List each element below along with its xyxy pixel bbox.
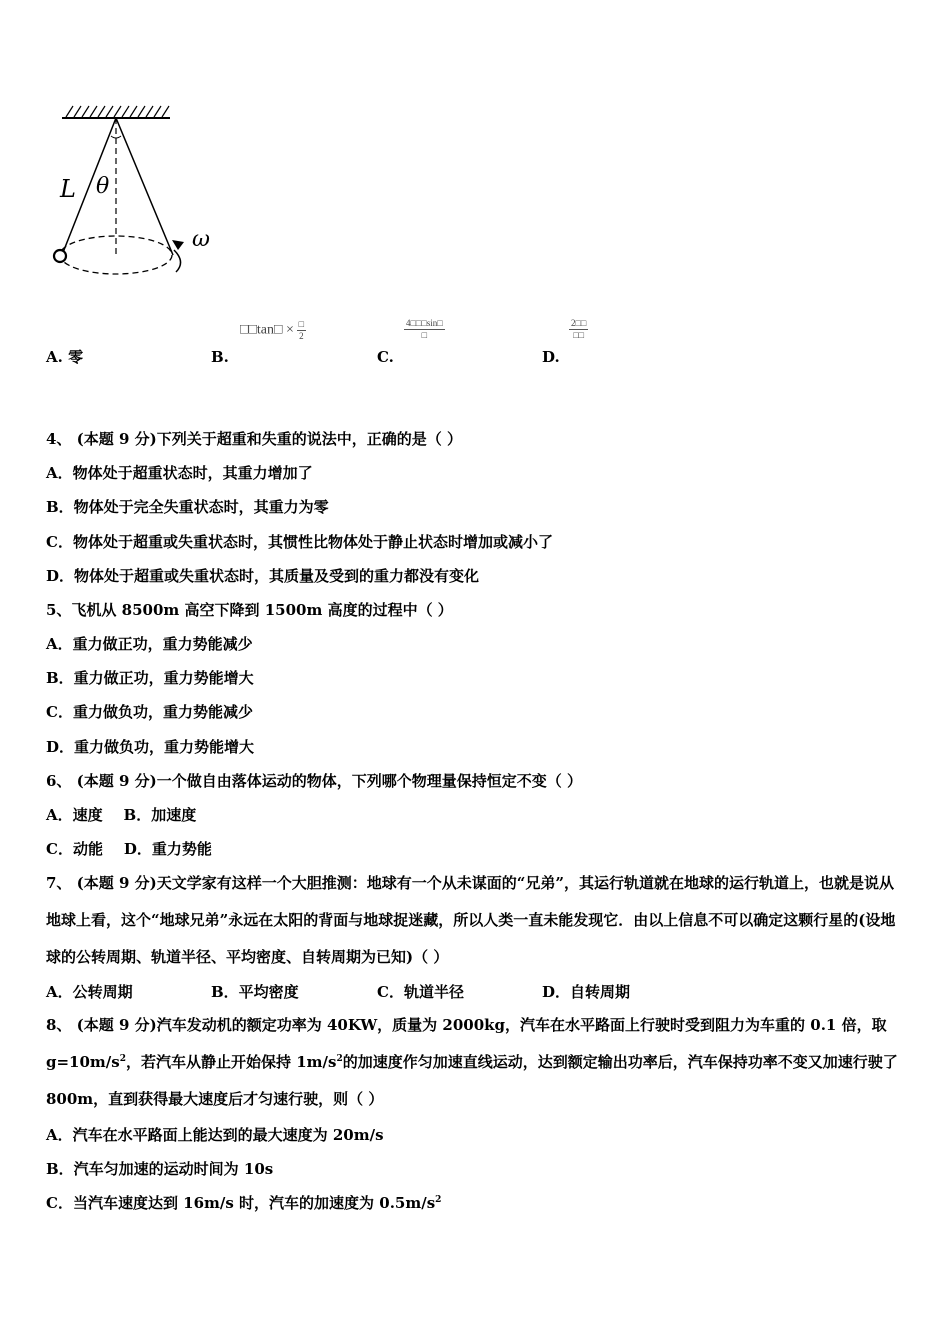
q8-sup2: 2 <box>336 1054 343 1064</box>
option-c-formula <box>404 318 445 341</box>
option-b-formula-main: □□tan□ × <box>240 322 294 338</box>
pendulum-diagram <box>46 100 226 290</box>
option-d-formula <box>569 318 588 341</box>
q8-option-c-text: C．当汽车速度达到 16m/s 时，汽车的加速度为 0.5m/s <box>46 1194 436 1212</box>
q7-option-b: B．平均密度 <box>211 983 299 1001</box>
q5-option-a: A．重力做正功，重力势能减少 <box>46 635 253 653</box>
q5-option-b: B．重力做正功，重力势能增大 <box>46 669 254 687</box>
q3-option-a <box>46 347 83 367</box>
q4-option-d: D．物体处于超重或失重状态时，其质量及受到的重力都没有变化 <box>46 567 480 585</box>
option-c-fraction <box>404 318 445 341</box>
label-theta: θ <box>96 174 110 199</box>
option-b-formula <box>240 319 306 342</box>
q6-options-row2: C．动能 D．重力势能 <box>46 840 212 858</box>
option-d-numerator: 2□□ <box>571 318 587 328</box>
q5-stem: 5、飞机从 8500m 高空下降到 1500m 高度的过程中（ ） <box>46 601 453 619</box>
q4-option-b: B．物体处于完全失重状态时，其重力为零 <box>46 498 329 516</box>
q3-option-b-letter: B. <box>211 348 229 366</box>
q3-option-d <box>542 347 560 367</box>
q6-stem: 6、 (本题 9 分)一个做自由落体运动的物体，下列哪个物理量保持恒定不变（ ） <box>46 772 582 790</box>
option-b-numerator: □ <box>298 319 305 329</box>
q7-option-c: C．轨道半径 <box>377 983 464 1001</box>
q3-option-a-letter: A. <box>46 348 63 366</box>
label-L: L <box>60 175 76 203</box>
q3-option-a-text: 零 <box>68 348 84 366</box>
q8-stem <box>46 1007 906 1118</box>
q4-stem: 4、 (本题 9 分)下列关于超重和失重的说法中，正确的是（ ） <box>46 430 462 448</box>
option-c-numerator: 4□□□sin□ <box>406 318 443 328</box>
q4-option-a: A．物体处于超重状态时，其重力增加了 <box>46 464 313 482</box>
q8-option-c <box>46 1193 441 1213</box>
q3-option-b <box>211 347 229 367</box>
conical-pendulum-figure <box>46 100 226 290</box>
q3-option-c-letter: C. <box>377 348 394 366</box>
q8-stem-part2: ，若汽车从静止开始保持 1m/s <box>126 1053 337 1071</box>
q7-stem: 7、 (本题 9 分)天文学家有这样一个大胆推测：地球有一个从未谋面的“兄弟”，其运行轨道就在地球的运行轨道上，也就是说从地球上看，这个“地球兄弟”永远在太阳的背面与地球捉迷藏，所以人类一直未能发现它．由以上信息不可以确定这颗行星的(设地球的公转周期、轨道半径、平均密度、自转周期为已知)（ ） <box>46 874 896 966</box>
q3-option-c <box>377 347 394 367</box>
label-omega: ω <box>192 227 210 252</box>
q5-option-c: C．重力做负功，重力势能减少 <box>46 703 253 721</box>
option-d-denominator: □□ <box>573 330 585 340</box>
q6-options-row1: A．速度 B．加速度 <box>46 806 197 824</box>
option-d-fraction <box>569 318 588 341</box>
option-b-fraction <box>297 319 306 342</box>
q8-stem-part3: 的加速度作匀加速直线运动，达到额定输出功率后，汽车保持功率不变又加速行驶了 800m，直到获得最大速度后才匀速行驶，则（ ） <box>46 1053 898 1108</box>
q8-stem-part1: 8、 (本题 9 分)汽车发动机的额定功率为 40KW，质量为 2000kg，汽车在水平路面上行驶时受到阻力为车重的 0.1 倍，取 g=10m/s <box>46 1016 887 1071</box>
option-c-denominator: □ <box>421 330 428 340</box>
q4-option-c: C．物体处于超重或失重状态时，其惯性比物体处于静止状态时增加或减小了 <box>46 533 553 551</box>
option-b-denominator: 2 <box>299 331 304 341</box>
q8-option-a: A．汽车在水平路面上能达到的最大速度为 20m/s <box>46 1126 384 1144</box>
q8-option-b: B．汽车匀加速的运动时间为 10s <box>46 1160 274 1178</box>
q3-option-d-letter: D. <box>542 348 560 366</box>
q5-option-d: D．重力做负功，重力势能增大 <box>46 738 255 756</box>
q7-option-d: D．自转周期 <box>542 983 631 1001</box>
q8-sup1: 2 <box>119 1054 126 1064</box>
q8-option-c-sup: 2 <box>435 1195 442 1205</box>
q7-option-a: A．公转周期 <box>46 983 133 1001</box>
